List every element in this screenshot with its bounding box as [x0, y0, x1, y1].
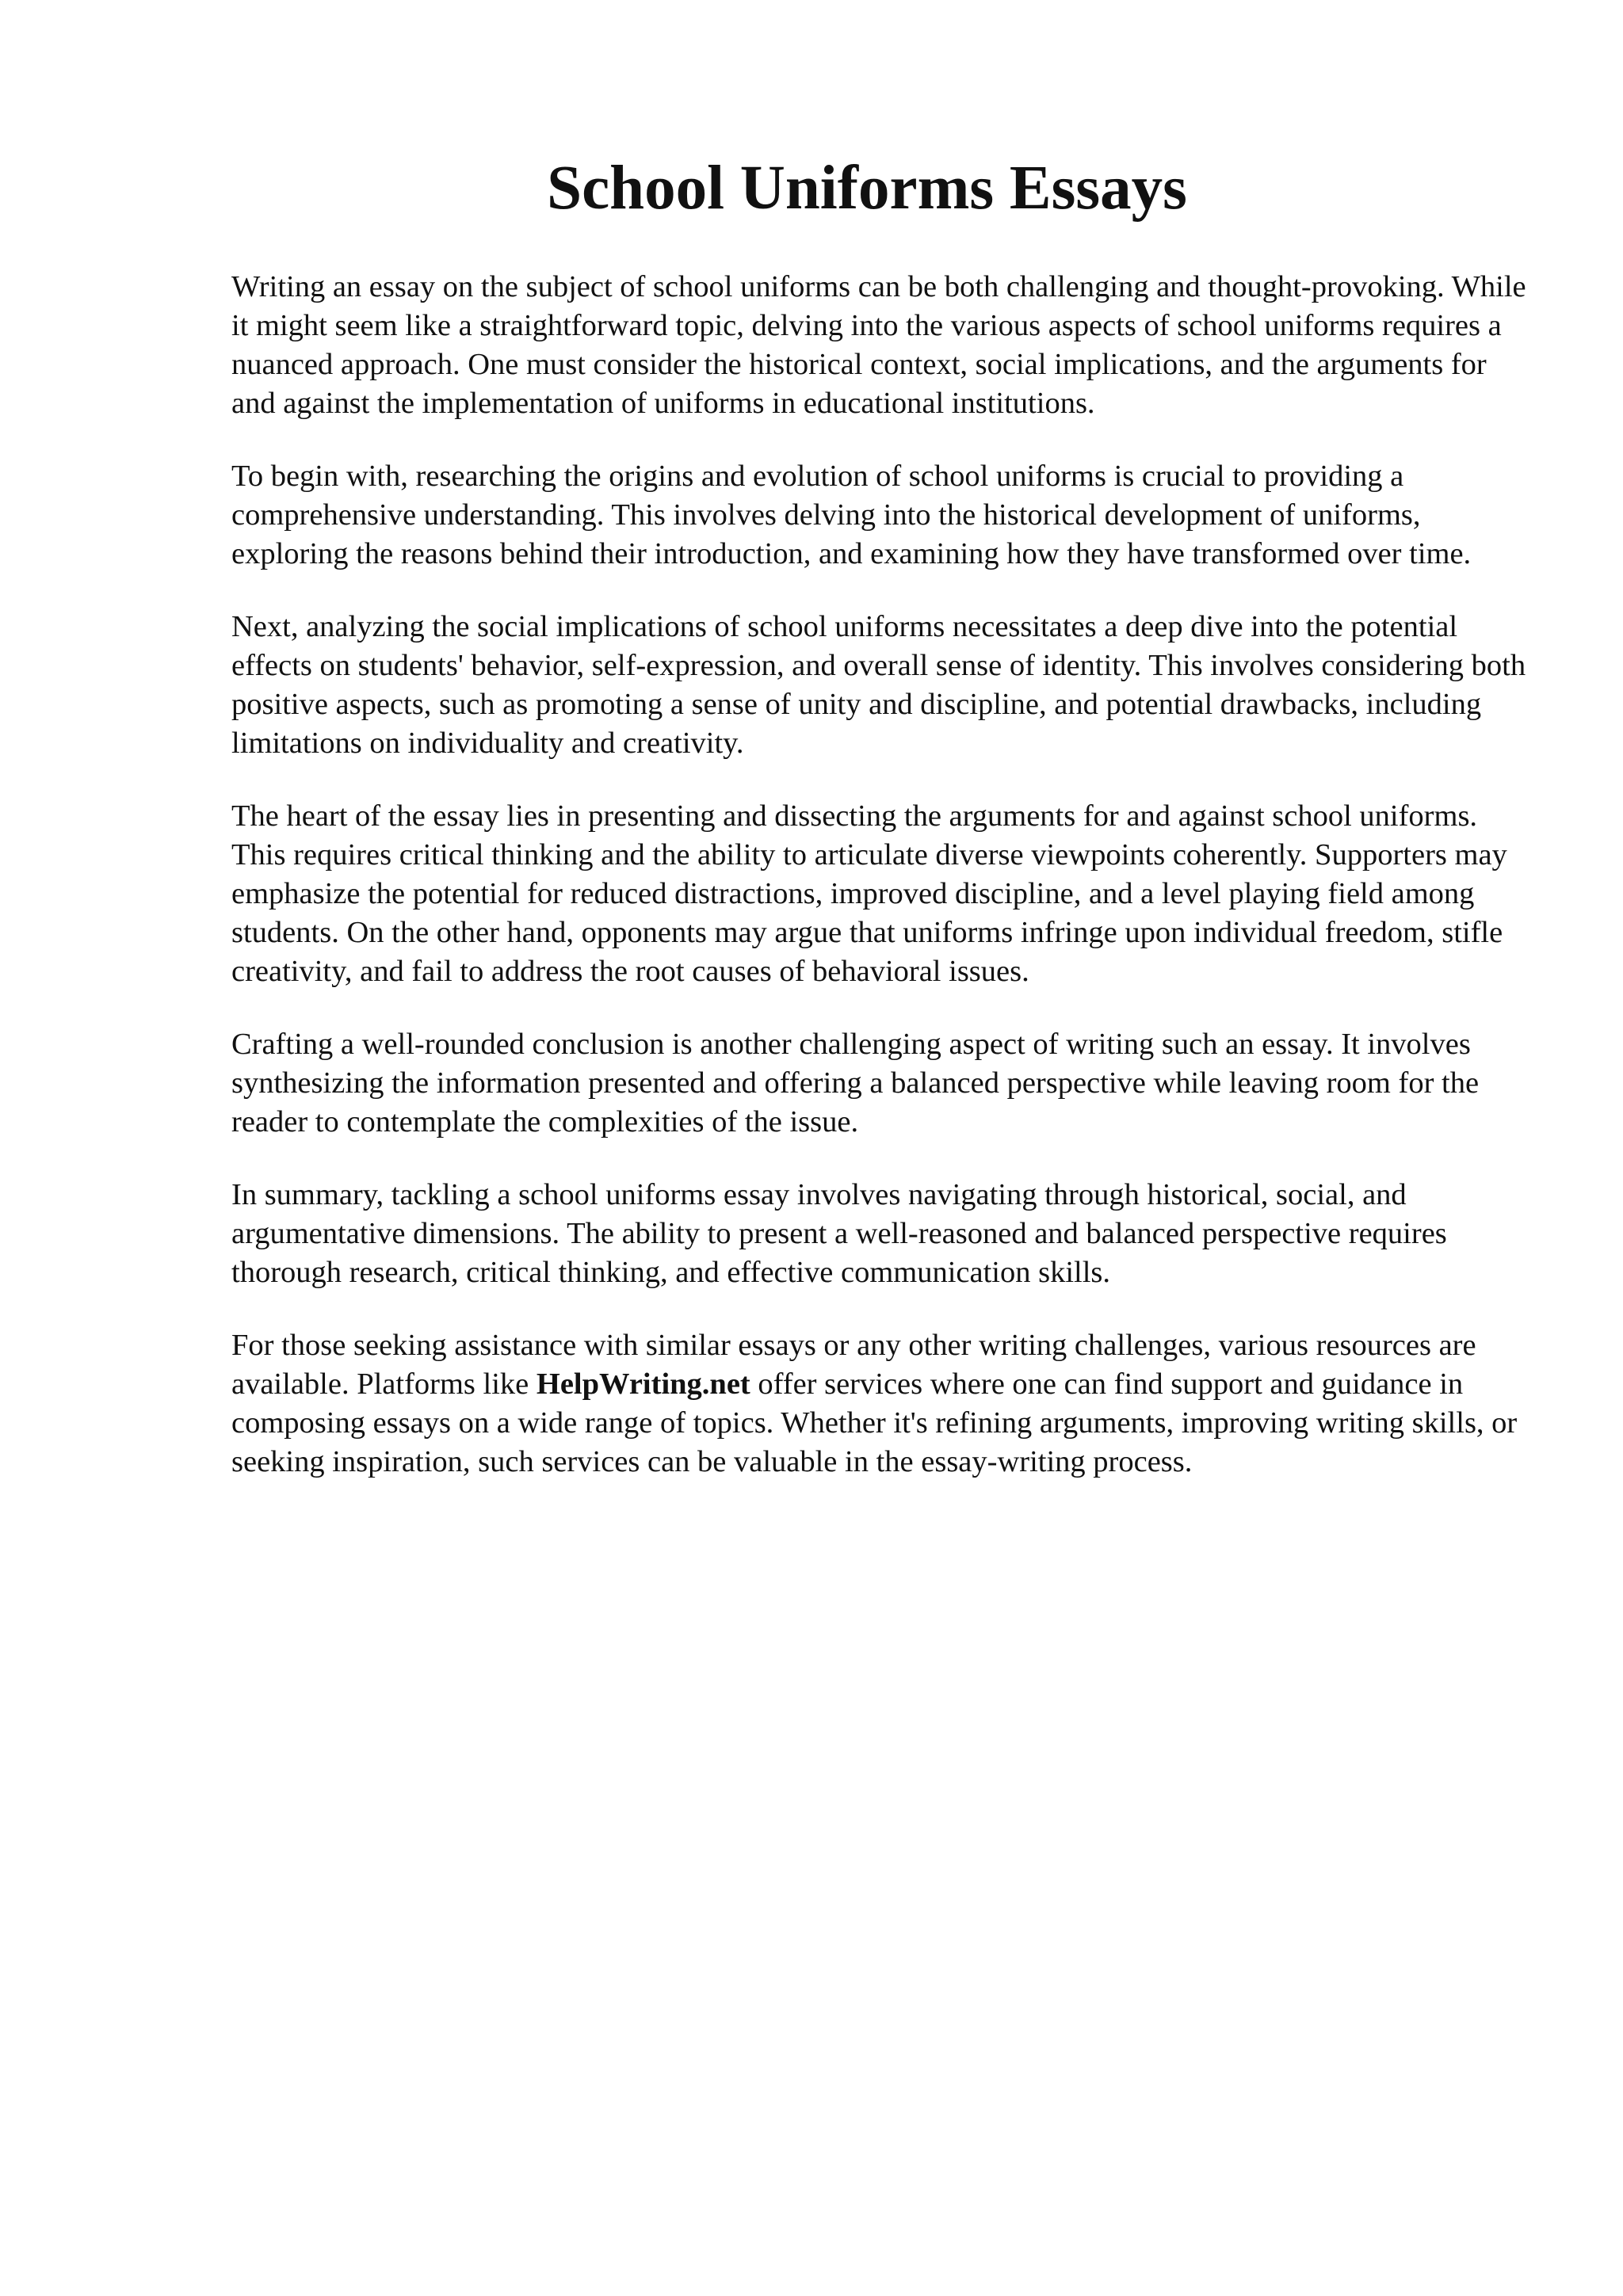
- page-title: School Uniforms Essays: [547, 154, 1187, 223]
- paragraph-arguments: The heart of the essay lies in presenting and dissecting the arguments for and against school uniforms. This requires critical thinking and the ability to articulate diverse viewpoints coherently. Supporters may emphasize the potential for reduced distractions, improved discipline, and a level playing field among students. On the other hand, opponents may argue that uniforms infringe upon individual freedom, stifle creativity, and fail to address the root causes of behavioral issues.: [231, 799, 1507, 988]
- resources-text-before: For those seeking assistance with similar essays or any other writing challenges, various resources are available. Platforms like: [231, 1329, 1476, 1401]
- paragraph-intro: Writing an essay on the subject of school uniforms can be both challenging and thought-provoking. While it might seem like a straightforward topic, delving into the various aspects of school uniforms requires a nuanced approach. One must consider the historical context, social implications, and the arguments for and against the implementation of uniforms in educational institutions.: [231, 270, 1526, 420]
- paragraph-social-implications: Next, analyzing the social implications of school uniforms necessitates a deep dive into the potential effects on students' behavior, self-expression, and overall sense of identity. This involves considering both positive aspects, such as promoting a sense of unity and discipline, and potential drawbacks, including limitations on individuality and creativity.: [231, 610, 1526, 760]
- paragraph-resources: [231, 1326, 1531, 1482]
- helpwriting-brand-link[interactable]: HelpWriting.net: [536, 1367, 750, 1401]
- paragraph-conclusion: Crafting a well-rounded conclusion is another challenging aspect of writing such an essay. It involves synthesizing the information presented and offering a balanced perspective while leaving room for the reader to contemplate the complexities of the issue.: [231, 1028, 1480, 1138]
- resources-text-after: offer services where one can find support and guidance in composing essays on a wide range of topics. Whether it's refining arguments, improving writing skills, or seeking inspiration, such services can be valuable in the essay-writing process.: [231, 1367, 1518, 1478]
- paragraph-origins: To begin with, researching the origins and evolution of school uniforms is crucial to providing a comprehensive understanding. This involves delving into the historical development of uniforms, exploring the reasons behind their introduction, and examining how they have transformed over time.: [231, 460, 1472, 570]
- essay-body: [231, 268, 1531, 1516]
- paragraph-summary: In summary, tackling a school uniforms essay involves navigating through historical, social, and argumentative dimensions. The ability to present a well-reasoned and balanced perspective requires thorough research, critical thinking, and effective communication skills.: [231, 1178, 1447, 1289]
